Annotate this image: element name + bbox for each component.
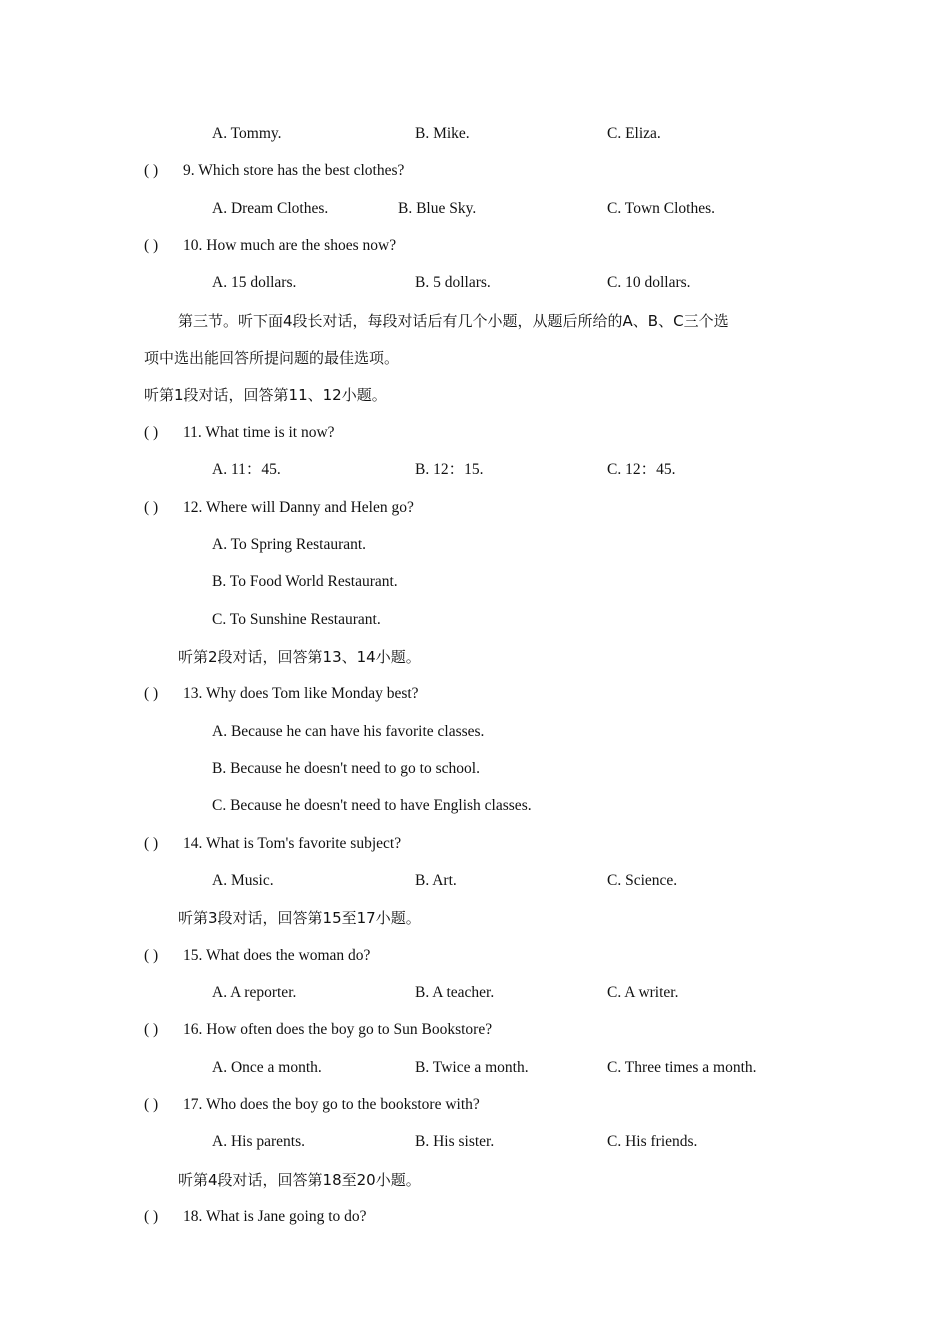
dialogue-instruction: 听第1段对话，回答第11、12小题。 [144, 386, 387, 404]
question-text: 9. Which store has the best clothes? [183, 162, 405, 179]
option-line: B. To Food World Restaurant. [212, 573, 398, 590]
question-text: 11. What time is it now? [183, 424, 335, 441]
answer-blank: ( ) [144, 499, 159, 516]
answer-blank: ( ) [144, 835, 159, 852]
option-a: A. Tommy. [212, 125, 282, 142]
option-c: C. Town Clothes. [607, 200, 716, 217]
option-b: B. A teacher. [415, 984, 495, 1001]
section-heading-cont: 项中选出能回答所提问题的最佳选项。 [144, 349, 400, 367]
option-c: C. Eliza. [607, 125, 661, 142]
answer-blank: ( ) [144, 1096, 159, 1113]
question-text: 17. Who does the boy go to the bookstore with? [183, 1096, 480, 1113]
question-text: 18. What is Jane going to do? [183, 1208, 367, 1225]
question-text: 13. Why does Tom like Monday best? [183, 685, 419, 702]
answer-blank: ( ) [144, 947, 159, 964]
answer-blank: ( ) [144, 1208, 159, 1225]
dialogue-instruction: 听第3段对话，回答第15至17小题。 [178, 909, 421, 927]
answer-blank: ( ) [144, 237, 159, 254]
option-b: B. Mike. [415, 125, 470, 142]
answer-blank: ( ) [144, 1021, 159, 1038]
answer-blank: ( ) [144, 424, 159, 441]
answer-blank: ( ) [144, 685, 159, 702]
option-c: C. A writer. [607, 984, 679, 1001]
option-c: C. His friends. [607, 1133, 698, 1150]
option-a: A. 15 dollars. [212, 274, 297, 291]
option-c: C. Three times a month. [607, 1059, 757, 1076]
option-c: C. 12：45. [607, 461, 676, 478]
section-heading: 第三节。听下面4段长对话，每段对话后有几个小题，从题后所给的A、B、C三个选 [178, 312, 729, 330]
option-line: A. Because he can have his favorite classes. [212, 723, 485, 740]
option-a: A. A reporter. [212, 984, 297, 1001]
option-a: A. Once a month. [212, 1059, 322, 1076]
dialogue-instruction: 听第4段对话，回答第18至20小题。 [178, 1171, 421, 1189]
option-line: B. Because he doesn't need to go to school. [212, 760, 480, 777]
option-line: C. Because he doesn't need to have English classes. [212, 797, 532, 814]
option-b: B. Twice a month. [415, 1059, 529, 1076]
question-text: 16. How often does the boy go to Sun Bookstore? [183, 1021, 493, 1038]
option-a: A. 11：45. [212, 461, 281, 478]
option-b: B. His sister. [415, 1133, 495, 1150]
option-a: A. His parents. [212, 1133, 305, 1150]
answer-blank: ( ) [144, 162, 159, 179]
question-text: 14. What is Tom's favorite subject? [183, 835, 402, 852]
option-a: A. Music. [212, 872, 274, 889]
option-line: A. To Spring Restaurant. [212, 536, 367, 553]
option-line: C. To Sunshine Restaurant. [212, 611, 381, 628]
option-b: B. 12：15. [415, 461, 484, 478]
option-b: B. 5 dollars. [415, 274, 491, 291]
option-c: C. Science. [607, 872, 678, 889]
question-text: 15. What does the woman do? [183, 947, 371, 964]
option-b: B. Blue Sky. [398, 200, 477, 217]
question-text: 12. Where will Danny and Helen go? [183, 499, 414, 516]
option-b: B. Art. [415, 872, 457, 889]
question-text: 10. How much are the shoes now? [183, 237, 397, 254]
option-a: A. Dream Clothes. [212, 200, 329, 217]
dialogue-instruction: 听第2段对话，回答第13、14小题。 [178, 648, 421, 666]
option-c: C. 10 dollars. [607, 274, 691, 291]
